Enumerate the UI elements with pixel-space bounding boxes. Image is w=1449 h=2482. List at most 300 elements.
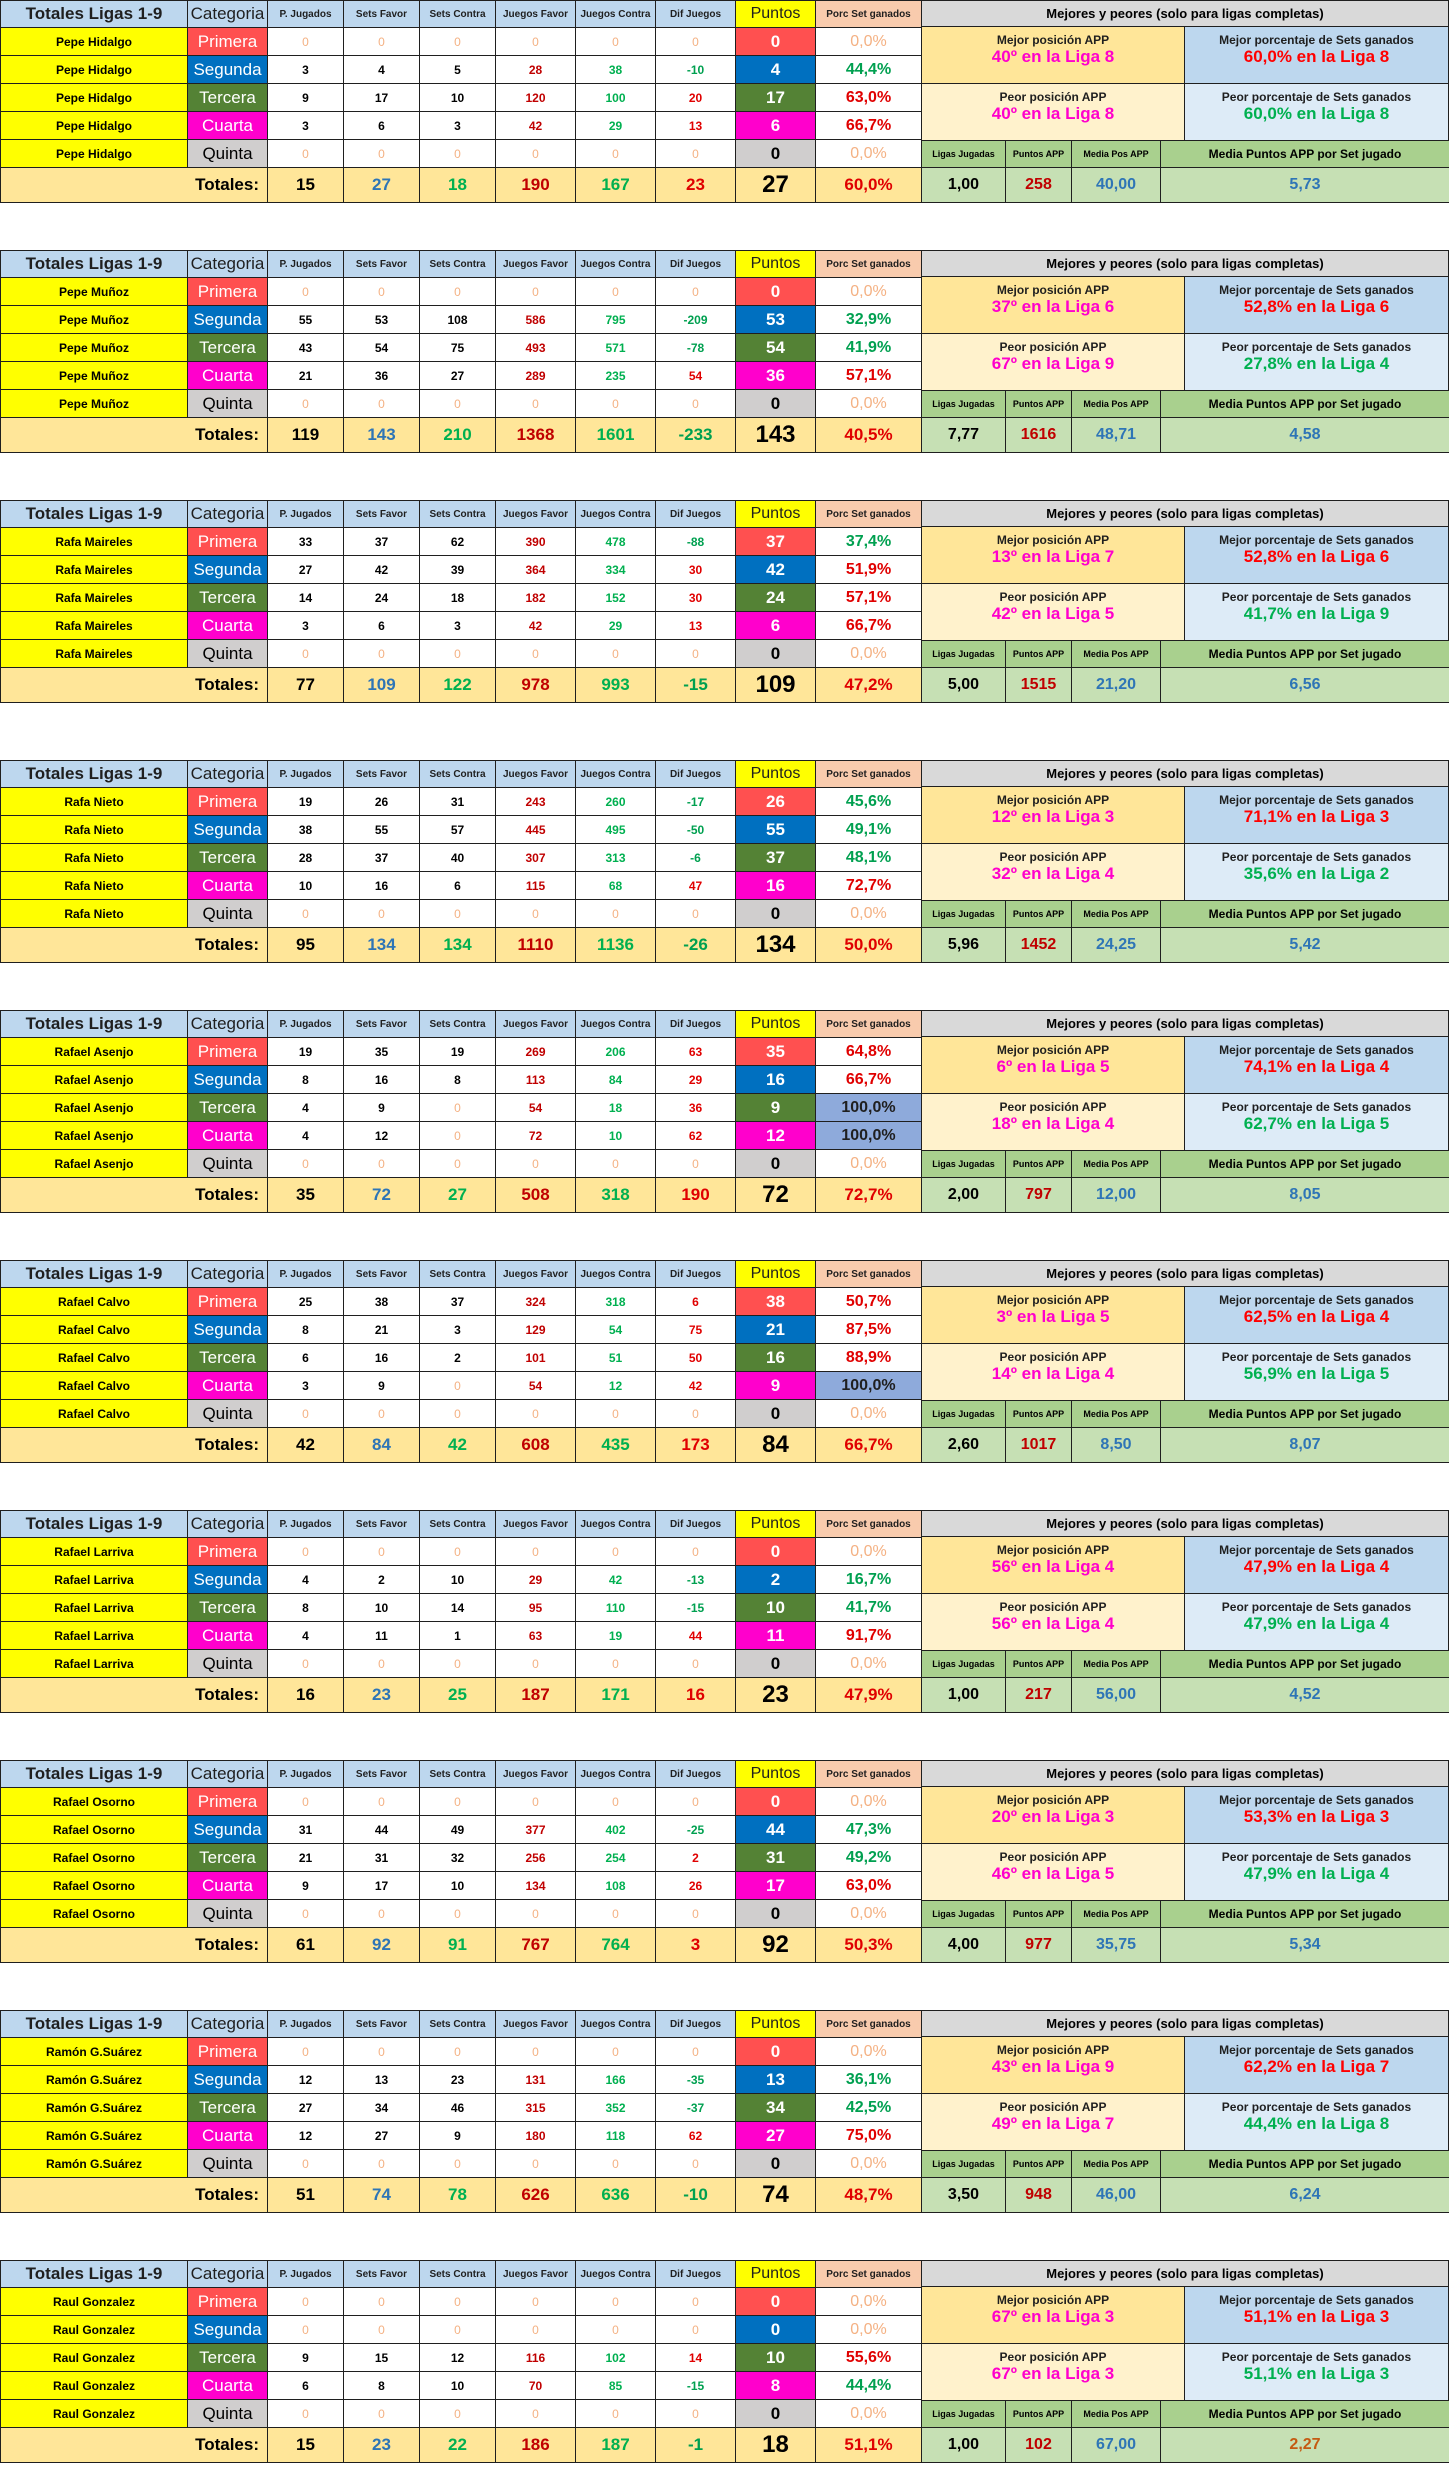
mejor-porcentaje-label: Mejor porcentaje de Sets ganados [1185,793,1448,807]
col-sets-favor: Sets Favor [344,1011,420,1038]
total-sets-contra: 25 [420,1678,496,1713]
player-name: Ramón G.Suárez [1,2094,188,2122]
total-juegos-favor: 190 [496,168,576,203]
puntos-value: 16 [736,1344,816,1372]
block-title: Totales Ligas 1-9 [1,761,188,788]
juegos-favor-value: 0 [496,1400,576,1428]
total-sets-favor: 72 [344,1178,420,1213]
puntos-value: 37 [736,844,816,872]
mejor-porcentaje-value: 52,8% en la Liga 6 [1185,297,1448,317]
col-sets-favor: Sets Favor [344,2011,420,2038]
puntos-value: 10 [736,1594,816,1622]
porc-sets-value: 0,0% [816,900,922,928]
mejores-header: Mejores y peores (solo para ligas completas) [921,2010,1449,2037]
app-stats-header [922,1651,1449,1678]
p-jugados-value: 4 [268,1122,344,1150]
puntos-value: 0 [736,278,816,306]
ligas-jugadas-value: 1,00 [922,1678,1006,1713]
player-block [0,1510,1449,1732]
p-jugados-value: 14 [268,584,344,612]
category-row [1,1094,922,1122]
juegos-contra-value: 166 [576,2066,656,2094]
p-jugados-value: 0 [268,390,344,418]
sets-contra-value: 19 [420,1038,496,1066]
sets-contra-value: 1 [420,1622,496,1650]
category-row [1,1650,922,1678]
mejores-header: Mejores y peores (solo para ligas completas) [921,1010,1449,1037]
juegos-favor-value: 390 [496,528,576,556]
col-sets-contra: Sets Contra [420,1011,496,1038]
juegos-favor-value: 0 [496,28,576,56]
category-row [1,2316,922,2344]
p-jugados-value: 0 [268,2150,344,2178]
total-juegos-favor: 608 [496,1428,576,1463]
juegos-contra-value: 478 [576,528,656,556]
peor-porcentaje-value: 62,7% en la Liga 5 [1185,1114,1448,1134]
dif-juegos-value: 13 [656,112,736,140]
juegos-contra-value: 85 [576,2372,656,2400]
col-categoria: Categoria [188,1261,268,1288]
col-juegos-contra: Juegos Contra [576,1,656,28]
peor-porcentaje [1184,1843,1449,1901]
juegos-favor-value: 0 [496,2316,576,2344]
mejor-posicion-value: 6º en la Liga 5 [922,1057,1184,1077]
p-jugados-value: 0 [268,2038,344,2066]
player-name: Rafael Asenjo [1,1150,188,1178]
juegos-contra-value: 10 [576,1122,656,1150]
mejor-porcentaje [1184,1536,1449,1594]
dif-juegos-value: 0 [656,2288,736,2316]
mejor-porcentaje [1184,1036,1449,1094]
sets-favor-value: 0 [344,640,420,668]
total-puntos: 109 [736,668,816,703]
mejor-posicion-value: 67º en la Liga 3 [922,2307,1184,2327]
porc-sets-value: 51,9% [816,556,922,584]
stats-table [0,1760,922,1963]
dif-juegos-value: -50 [656,816,736,844]
header-row [1,1261,922,1288]
app-stats-values [922,2428,1449,2463]
media-pos-value: 56,00 [1072,1678,1161,1713]
puntos-value: 36 [736,362,816,390]
mejor-porcentaje-value: 60,0% en la Liga 8 [1185,47,1448,67]
col-categoria: Categoria [188,1011,268,1038]
sets-contra-value: 108 [420,306,496,334]
porc-sets-value: 0,0% [816,640,922,668]
media-puntos-label: Media Puntos APP por Set jugado [1161,901,1449,928]
peor-porcentaje-value: 47,9% en la Liga 4 [1185,1614,1448,1634]
puntos-value: 27 [736,2122,816,2150]
juegos-favor-value: 42 [496,112,576,140]
app-stats-values [922,928,1449,963]
total-dif-juegos: -26 [656,928,736,963]
juegos-contra-value: 318 [576,1288,656,1316]
col-sets-favor: Sets Favor [344,1511,420,1538]
total-sets-contra: 27 [420,1178,496,1213]
sets-favor-value: 8 [344,2372,420,2400]
juegos-contra-value: 38 [576,56,656,84]
juegos-contra-value: 0 [576,1400,656,1428]
total-sets-favor: 84 [344,1428,420,1463]
dif-juegos-value: 14 [656,2344,736,2372]
category-label: Cuarta [188,1372,268,1400]
category-label: Segunda [188,1316,268,1344]
puntos-value: 12 [736,1122,816,1150]
peor-posicion [921,1593,1185,1651]
category-row [1,1038,922,1066]
p-jugados-value: 31 [268,1816,344,1844]
sets-favor-value: 26 [344,788,420,816]
puntos-app-value: 948 [1006,2178,1072,2213]
player-name: Raul Gonzalez [1,2288,188,2316]
category-label: Primera [188,278,268,306]
sets-contra-value: 12 [420,2344,496,2372]
total-juegos-favor: 1110 [496,928,576,963]
dif-juegos-value: -15 [656,2372,736,2400]
dif-juegos-value: 29 [656,1066,736,1094]
porc-sets-value: 42,5% [816,2094,922,2122]
porc-sets-value: 37,4% [816,528,922,556]
peor-posicion-label: Peor posición APP [922,90,1184,104]
player-block [0,2010,1449,2232]
category-row [1,306,922,334]
dif-juegos-value: 0 [656,2038,736,2066]
dif-juegos-value: -6 [656,844,736,872]
col-categoria: Categoria [188,1761,268,1788]
sets-favor-value: 17 [344,84,420,112]
player-block [0,760,1449,982]
player-name: Pepe Hidalgo [1,84,188,112]
total-juegos-favor: 508 [496,1178,576,1213]
sets-favor-value: 24 [344,584,420,612]
dif-juegos-value: 0 [656,1650,736,1678]
app-stats-table [921,2150,1449,2213]
puntos-value: 26 [736,788,816,816]
category-row [1,2122,922,2150]
peor-porcentaje-label: Peor porcentaje de Sets ganados [1185,590,1448,604]
juegos-favor-value: 182 [496,584,576,612]
sets-contra-value: 10 [420,1566,496,1594]
category-row [1,900,922,928]
category-row [1,528,922,556]
col-juegos-favor: Juegos Favor [496,1761,576,1788]
player-name: Rafa Nieto [1,872,188,900]
peor-posicion-value: 42º en la Liga 5 [922,604,1184,624]
col-p-jugados: P. Jugados [268,501,344,528]
category-row [1,2066,922,2094]
total-sets-contra: 122 [420,668,496,703]
mejor-porcentaje-label: Mejor porcentaje de Sets ganados [1185,2293,1448,2307]
total-porc-sets: 47,2% [816,668,922,703]
total-sets-favor: 27 [344,168,420,203]
totals-row [1,418,922,453]
puntos-value: 0 [736,390,816,418]
app-stats-values [922,1678,1449,1713]
col-puntos: Puntos [736,1,816,28]
mejor-posicion-label: Mejor posición APP [922,1043,1184,1057]
totals-row [1,2178,922,2213]
player-name: Rafael Calvo [1,1288,188,1316]
puntos-value: 0 [736,1400,816,1428]
player-name: Rafael Asenjo [1,1122,188,1150]
total-porc-sets: 60,0% [816,168,922,203]
peor-posicion [921,583,1185,641]
totals-label: Totales: [1,2178,268,2213]
total-dif-juegos: -10 [656,2178,736,2213]
category-label: Tercera [188,844,268,872]
p-jugados-value: 0 [268,1150,344,1178]
porc-sets-value: 32,9% [816,306,922,334]
peor-porcentaje-label: Peor porcentaje de Sets ganados [1185,340,1448,354]
player-name: Pepe Hidalgo [1,140,188,168]
peor-porcentaje [1184,2093,1449,2151]
sets-favor-value: 54 [344,334,420,362]
porc-sets-value: 41,7% [816,1594,922,1622]
category-label: Primera [188,788,268,816]
category-row [1,1372,922,1400]
puntos-app-value: 102 [1006,2428,1072,2463]
juegos-favor-value: 0 [496,640,576,668]
total-juegos-contra: 993 [576,668,656,703]
col-juegos-favor: Juegos Favor [496,761,576,788]
player-name: Rafa Nieto [1,844,188,872]
col-categoria: Categoria [188,251,268,278]
puntos-value: 16 [736,872,816,900]
porc-sets-value: 64,8% [816,1038,922,1066]
col-dif-juegos: Dif Juegos [656,1261,736,1288]
player-name: Raul Gonzalez [1,2400,188,2428]
porc-sets-value: 0,0% [816,1538,922,1566]
dif-juegos-value: 0 [656,640,736,668]
ligas-jugadas-label: Ligas Jugadas [922,641,1006,668]
dif-juegos-value: 0 [656,278,736,306]
sets-favor-value: 53 [344,306,420,334]
sets-favor-value: 16 [344,1066,420,1094]
col-dif-juegos: Dif Juegos [656,1,736,28]
sets-favor-value: 0 [344,1538,420,1566]
col-puntos: Puntos [736,1511,816,1538]
app-stats-table [921,390,1449,453]
puntos-value: 0 [736,1900,816,1928]
puntos-value: 11 [736,1622,816,1650]
category-label: Segunda [188,1816,268,1844]
total-juegos-favor: 978 [496,668,576,703]
mejor-porcentaje [1184,2036,1449,2094]
category-row [1,2372,922,2400]
peor-posicion-label: Peor posición APP [922,850,1184,864]
dif-juegos-value: 75 [656,1316,736,1344]
juegos-favor-value: 131 [496,2066,576,2094]
puntos-value: 0 [736,28,816,56]
category-label: Cuarta [188,1122,268,1150]
sets-contra-value: 40 [420,844,496,872]
category-row [1,2288,922,2316]
dif-juegos-value: 0 [656,900,736,928]
juegos-favor-value: 0 [496,2038,576,2066]
total-dif-juegos: -15 [656,668,736,703]
player-name: Rafael Osorno [1,1900,188,1928]
player-name: Rafa Nieto [1,900,188,928]
mejor-porcentaje [1184,526,1449,584]
player-name: Pepe Muñoz [1,362,188,390]
total-juegos-contra: 187 [576,2428,656,2463]
juegos-favor-value: 70 [496,2372,576,2400]
block-title: Totales Ligas 1-9 [1,1511,188,1538]
col-dif-juegos: Dif Juegos [656,1011,736,1038]
total-p-jugados: 61 [268,1928,344,1963]
sets-favor-value: 36 [344,362,420,390]
media-puntos-label: Media Puntos APP por Set jugado [1161,1151,1449,1178]
total-juegos-contra: 171 [576,1678,656,1713]
total-juegos-contra: 318 [576,1178,656,1213]
peor-porcentaje [1184,583,1449,641]
p-jugados-value: 0 [268,640,344,668]
dif-juegos-value: 50 [656,1344,736,1372]
header-row [1,1511,922,1538]
sets-contra-value: 57 [420,816,496,844]
media-pos-label: Media Pos APP [1072,391,1161,418]
category-label: Segunda [188,56,268,84]
p-jugados-value: 6 [268,2372,344,2400]
category-label: Segunda [188,1566,268,1594]
peor-porcentaje-label: Peor porcentaje de Sets ganados [1185,2350,1448,2364]
app-stats-header [922,1401,1449,1428]
juegos-favor-value: 0 [496,900,576,928]
category-label: Segunda [188,2066,268,2094]
app-stats-header [922,901,1449,928]
total-dif-juegos: 173 [656,1428,736,1463]
media-puntos-value: 5,34 [1161,1928,1449,1963]
stats-table [0,250,922,453]
p-jugados-value: 8 [268,1066,344,1094]
puntos-app-label: Puntos APP [1006,1901,1072,1928]
puntos-value: 53 [736,306,816,334]
stats-table [0,1010,922,1213]
sets-contra-value: 0 [420,390,496,418]
sets-contra-value: 0 [420,1150,496,1178]
category-label: Primera [188,2038,268,2066]
mejor-porcentaje-label: Mejor porcentaje de Sets ganados [1185,1293,1448,1307]
juegos-contra-value: 110 [576,1594,656,1622]
col-sets-contra: Sets Contra [420,2261,496,2288]
juegos-contra-value: 0 [576,2150,656,2178]
juegos-favor-value: 0 [496,1788,576,1816]
juegos-contra-value: 235 [576,362,656,390]
player-name: Pepe Hidalgo [1,112,188,140]
mejor-porcentaje-value: 51,1% en la Liga 3 [1185,2307,1448,2327]
juegos-contra-value: 152 [576,584,656,612]
juegos-favor-value: 586 [496,306,576,334]
dif-juegos-value: -78 [656,334,736,362]
juegos-contra-value: 42 [576,1566,656,1594]
p-jugados-value: 19 [268,788,344,816]
dif-juegos-value: 30 [656,584,736,612]
porc-sets-value: 0,0% [816,278,922,306]
peor-posicion-label: Peor posición APP [922,590,1184,604]
sets-contra-value: 0 [420,28,496,56]
mejor-posicion [921,1786,1185,1844]
col-p-jugados: P. Jugados [268,1261,344,1288]
col-juegos-contra: Juegos Contra [576,1511,656,1538]
juegos-contra-value: 313 [576,844,656,872]
sets-contra-value: 6 [420,872,496,900]
media-pos-label: Media Pos APP [1072,1401,1161,1428]
app-stats-header [922,641,1449,668]
sets-favor-value: 35 [344,1038,420,1066]
category-label: Cuarta [188,612,268,640]
juegos-contra-value: 0 [576,1150,656,1178]
juegos-favor-value: 269 [496,1038,576,1066]
col-sets-favor: Sets Favor [344,761,420,788]
category-row [1,140,922,168]
dif-juegos-value: 30 [656,556,736,584]
porc-sets-value: 0,0% [816,390,922,418]
juegos-favor-value: 0 [496,1650,576,1678]
peor-posicion [921,1843,1185,1901]
peor-porcentaje [1184,843,1449,901]
category-row [1,278,922,306]
category-row [1,1288,922,1316]
col-dif-juegos: Dif Juegos [656,251,736,278]
peor-porcentaje [1184,2343,1449,2401]
total-dif-juegos: -233 [656,418,736,453]
totals-label: Totales: [1,1678,268,1713]
puntos-value: 0 [736,1150,816,1178]
header-row [1,2011,922,2038]
porc-sets-value: 49,1% [816,816,922,844]
app-stats-table [921,640,1449,703]
category-row [1,2094,922,2122]
juegos-favor-value: 0 [496,278,576,306]
col-dif-juegos: Dif Juegos [656,761,736,788]
app-stats-values [922,1178,1449,1213]
col-categoria: Categoria [188,1,268,28]
col-dif-juegos: Dif Juegos [656,501,736,528]
juegos-favor-value: 134 [496,1872,576,1900]
peor-posicion-label: Peor posición APP [922,340,1184,354]
juegos-favor-value: 54 [496,1372,576,1400]
media-puntos-value: 8,07 [1161,1428,1449,1463]
puntos-app-label: Puntos APP [1006,1651,1072,1678]
col-porc-sets: Porc Set ganados [816,1,922,28]
total-dif-juegos: 3 [656,1928,736,1963]
dif-juegos-value: 42 [656,1372,736,1400]
col-porc-sets: Porc Set ganados [816,251,922,278]
mejor-porcentaje-value: 74,1% en la Liga 4 [1185,1057,1448,1077]
puntos-app-value: 1017 [1006,1428,1072,1463]
category-label: Tercera [188,584,268,612]
total-juegos-favor: 1368 [496,418,576,453]
sets-favor-value: 16 [344,1344,420,1372]
category-label: Quinta [188,2400,268,2428]
puntos-value: 21 [736,1316,816,1344]
mejores-header: Mejores y peores (solo para ligas completas) [921,250,1449,277]
col-sets-contra: Sets Contra [420,1761,496,1788]
mejor-posicion [921,526,1185,584]
media-pos-label: Media Pos APP [1072,141,1161,168]
peor-porcentaje-value: 27,8% en la Liga 4 [1185,354,1448,374]
sets-contra-value: 0 [420,2288,496,2316]
puntos-value: 17 [736,1872,816,1900]
dif-juegos-value: -15 [656,1594,736,1622]
mejor-posicion-value: 13º en la Liga 7 [922,547,1184,567]
category-label: Cuarta [188,2122,268,2150]
dif-juegos-value: 26 [656,1872,736,1900]
juegos-favor-value: 445 [496,816,576,844]
block-title: Totales Ligas 1-9 [1,1761,188,1788]
porc-sets-value: 41,9% [816,334,922,362]
total-puntos: 74 [736,2178,816,2213]
